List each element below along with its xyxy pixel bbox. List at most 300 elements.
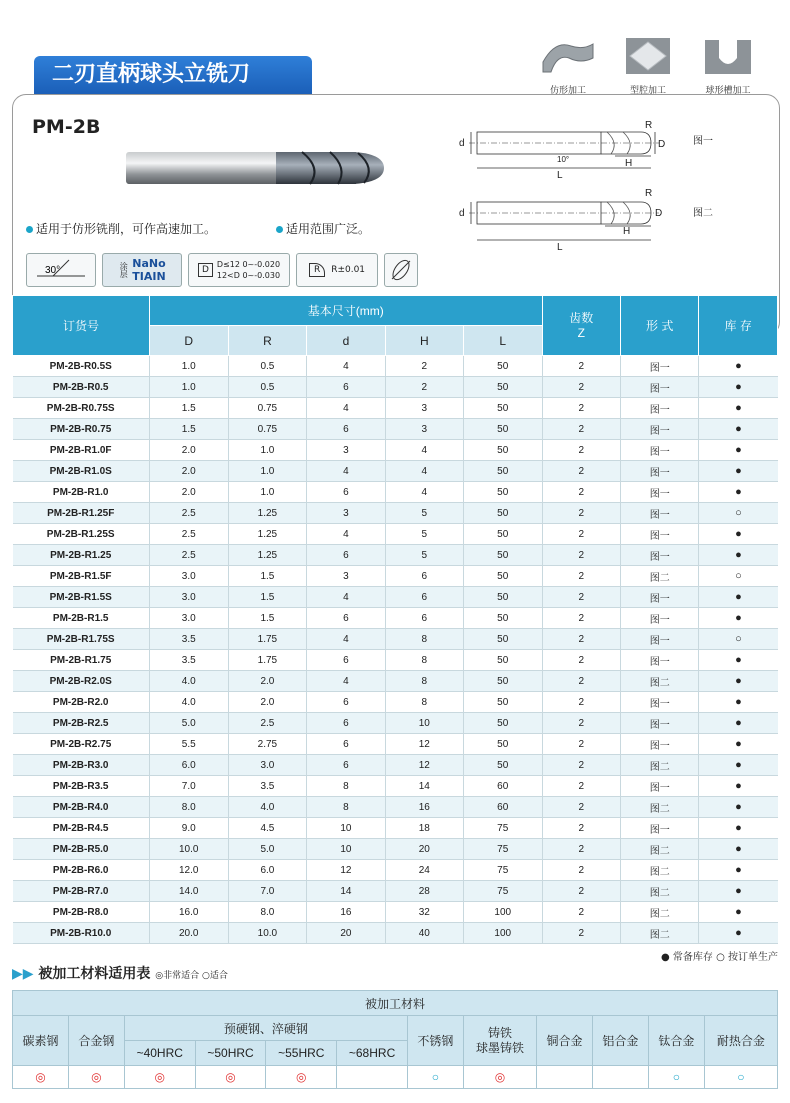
cell-order-no: PM-2B-R1.75 <box>13 650 150 671</box>
cell-R: 1.0 <box>228 482 307 503</box>
page-title: 二刃直柄球头立铣刀 <box>34 56 312 94</box>
bullet-icon <box>276 226 283 233</box>
cell-d: 4 <box>307 587 385 608</box>
cell-L: 75 <box>463 818 542 839</box>
cell-teeth: 2 <box>542 566 620 587</box>
cell-teeth: 2 <box>542 692 620 713</box>
col-teeth <box>542 296 620 356</box>
cell-stock: ● <box>699 881 778 902</box>
cell-D: 2.0 <box>149 440 228 461</box>
cell-L: 50 <box>463 419 542 440</box>
cell-order-no: PM-2B-R0.5 <box>13 377 150 398</box>
cell-D: 9.0 <box>149 818 228 839</box>
cell-order-no: PM-2B-R3.5 <box>13 776 150 797</box>
cell-form: 图二 <box>620 881 698 902</box>
spec-table <box>12 295 778 944</box>
col-H: H <box>385 326 463 356</box>
cell-form: 图二 <box>620 566 698 587</box>
cell-R: 1.5 <box>228 587 307 608</box>
cell-H: 6 <box>385 587 463 608</box>
cell-H: 5 <box>385 524 463 545</box>
cell-form: 图一 <box>620 482 698 503</box>
table-row <box>13 482 778 503</box>
cell-teeth: 2 <box>542 881 620 902</box>
ball-nose-icon <box>388 257 414 283</box>
dim-h-1: H <box>625 158 633 169</box>
cell-L: 75 <box>463 839 542 860</box>
copy-milling-item <box>536 36 600 96</box>
dim-D-1: D <box>658 139 666 150</box>
cell-d: 8 <box>307 776 385 797</box>
material-suitability: ◎ <box>195 1066 266 1089</box>
fig1-label: 图一 <box>693 136 713 147</box>
cell-form: 图一 <box>620 377 698 398</box>
cell-D: 2.5 <box>149 503 228 524</box>
table-row <box>13 566 778 587</box>
cell-d: 4 <box>307 671 385 692</box>
cell-R: 0.5 <box>228 356 307 377</box>
tol-line-1: D≤12 0~-0.020 <box>216 260 281 269</box>
cell-teeth: 2 <box>542 419 620 440</box>
materials-values-row <box>13 1066 778 1089</box>
cell-stock: ● <box>699 356 778 377</box>
cell-teeth: 2 <box>542 860 620 881</box>
cell-stock: ○ <box>699 566 778 587</box>
material-suitability <box>592 1066 648 1089</box>
cell-L: 50 <box>463 671 542 692</box>
cell-R: 1.5 <box>228 608 307 629</box>
mat-col-stainless: 不锈钢 <box>407 1016 463 1066</box>
feature-2 <box>276 220 370 237</box>
cell-d: 4 <box>307 356 385 377</box>
cell-order-no: PM-2B-R0.75 <box>13 419 150 440</box>
cell-form: 图一 <box>620 524 698 545</box>
cell-L: 100 <box>463 923 542 944</box>
material-suitability: ◎ <box>124 1066 195 1089</box>
table-row <box>13 839 778 860</box>
cell-stock: ● <box>699 377 778 398</box>
cell-R: 0.5 <box>228 377 307 398</box>
radius-tolerance-badge <box>296 253 378 287</box>
cell-teeth: 2 <box>542 797 620 818</box>
cell-form: 图二 <box>620 755 698 776</box>
cell-H: 5 <box>385 545 463 566</box>
stock-legend: ● 常备库存 ○ 按订单生产 <box>661 952 778 963</box>
cell-d: 8 <box>307 797 385 818</box>
cell-stock: ● <box>699 671 778 692</box>
cell-R: 1.75 <box>228 650 307 671</box>
cell-form: 图一 <box>620 440 698 461</box>
cell-L: 50 <box>463 608 542 629</box>
cell-teeth: 2 <box>542 629 620 650</box>
cell-D: 3.5 <box>149 650 228 671</box>
cell-D: 10.0 <box>149 839 228 860</box>
table-row <box>13 692 778 713</box>
cell-stock: ● <box>699 923 778 944</box>
table-row <box>13 734 778 755</box>
cell-L: 50 <box>463 587 542 608</box>
cell-D: 2.5 <box>149 524 228 545</box>
mat-col-carbon-steel: 碳素钢 <box>13 1016 69 1066</box>
cell-order-no: PM-2B-R1.25 <box>13 545 150 566</box>
cell-D: 8.0 <box>149 797 228 818</box>
cell-H: 32 <box>385 902 463 923</box>
col-R: R <box>228 326 307 356</box>
cell-D: 14.0 <box>149 881 228 902</box>
tolerance-badge <box>188 253 290 287</box>
cell-d: 6 <box>307 734 385 755</box>
cell-stock: ● <box>699 398 778 419</box>
cell-L: 50 <box>463 629 542 650</box>
cell-R: 2.0 <box>228 671 307 692</box>
cell-order-no: PM-2B-R0.75S <box>13 398 150 419</box>
cell-d: 10 <box>307 839 385 860</box>
table-row <box>13 461 778 482</box>
cell-order-no: PM-2B-R0.5S <box>13 356 150 377</box>
table-row <box>13 587 778 608</box>
cell-H: 14 <box>385 776 463 797</box>
cell-teeth: 2 <box>542 377 620 398</box>
dim-l-2: L <box>557 242 563 253</box>
ball-slot-item <box>696 36 760 96</box>
cell-R: 3.0 <box>228 755 307 776</box>
cell-order-no: PM-2B-R10.0 <box>13 923 150 944</box>
cavity-milling-label: 型腔加工 <box>629 86 666 96</box>
ball-slot-icon <box>703 36 753 76</box>
cell-d: 16 <box>307 902 385 923</box>
cell-L: 50 <box>463 545 542 566</box>
cell-d: 6 <box>307 482 385 503</box>
cell-form: 图一 <box>620 692 698 713</box>
cell-stock: ● <box>699 818 778 839</box>
cell-L: 50 <box>463 524 542 545</box>
cell-teeth: 2 <box>542 461 620 482</box>
cell-L: 60 <box>463 776 542 797</box>
cell-d: 6 <box>307 713 385 734</box>
cell-D: 7.0 <box>149 776 228 797</box>
cell-stock: ● <box>699 755 778 776</box>
cell-stock: ● <box>699 692 778 713</box>
cell-teeth: 2 <box>542 713 620 734</box>
cell-form: 图一 <box>620 587 698 608</box>
mat-col-titanium: 钛合金 <box>648 1016 704 1066</box>
cell-R: 7.0 <box>228 881 307 902</box>
cell-teeth: 2 <box>542 608 620 629</box>
cell-d: 3 <box>307 566 385 587</box>
cell-order-no: PM-2B-R2.0 <box>13 692 150 713</box>
table-row <box>13 713 778 734</box>
copy-milling-label: 仿形加工 <box>549 86 586 96</box>
cell-form: 图一 <box>620 734 698 755</box>
cell-L: 50 <box>463 461 542 482</box>
cell-teeth: 2 <box>542 755 620 776</box>
material-suitability: ○ <box>648 1066 704 1089</box>
cell-H: 18 <box>385 818 463 839</box>
dim-h-2: H <box>623 226 631 237</box>
materials-table <box>12 990 778 1089</box>
cell-H: 8 <box>385 692 463 713</box>
cell-order-no: PM-2B-R3.0 <box>13 755 150 776</box>
table-row <box>13 398 778 419</box>
cell-H: 8 <box>385 650 463 671</box>
cell-H: 4 <box>385 461 463 482</box>
material-suitability: ○ <box>704 1066 777 1089</box>
cell-d: 12 <box>307 860 385 881</box>
cell-H: 12 <box>385 734 463 755</box>
cell-L: 50 <box>463 650 542 671</box>
materials-header: 被加工材料 <box>13 991 778 1016</box>
cell-R: 1.5 <box>228 566 307 587</box>
cell-R: 0.75 <box>228 398 307 419</box>
cell-R: 4.5 <box>228 818 307 839</box>
cell-form: 图二 <box>620 923 698 944</box>
cell-stock: ● <box>699 524 778 545</box>
col-teeth-label: 齿数 <box>569 310 594 325</box>
material-suitability: ◎ <box>68 1066 124 1089</box>
cell-stock: ● <box>699 482 778 503</box>
cell-stock: ● <box>699 776 778 797</box>
cell-order-no: PM-2B-R1.5S <box>13 587 150 608</box>
table-row <box>13 755 778 776</box>
cell-stock: ● <box>699 860 778 881</box>
cell-form: 图一 <box>620 545 698 566</box>
spec-table-body <box>13 356 778 944</box>
cell-L: 50 <box>463 566 542 587</box>
col-L: L <box>463 326 542 356</box>
cell-L: 100 <box>463 902 542 923</box>
cell-d: 20 <box>307 923 385 944</box>
cell-L: 50 <box>463 377 542 398</box>
cell-d: 4 <box>307 524 385 545</box>
cell-H: 6 <box>385 608 463 629</box>
cell-order-no: PM-2B-R6.0 <box>13 860 150 881</box>
fig2-label: 图二 <box>693 208 713 219</box>
ball-slot-label: 球形槽加工 <box>705 86 751 96</box>
table-row <box>13 776 778 797</box>
cell-form: 图二 <box>620 860 698 881</box>
col-D: D <box>149 326 228 356</box>
material-suitability <box>537 1066 593 1089</box>
helix-badge <box>26 253 96 287</box>
cell-order-no: PM-2B-R2.75 <box>13 734 150 755</box>
radius-tol-text: R±0.01 <box>331 265 366 275</box>
mat-col-hrc40: ~40HRC <box>124 1041 195 1066</box>
table-row <box>13 419 778 440</box>
cell-d: 6 <box>307 608 385 629</box>
mat-col-alloy-steel: 合金钢 <box>68 1016 124 1066</box>
cell-d: 10 <box>307 818 385 839</box>
cavity-milling-item <box>616 36 680 96</box>
cell-form: 图二 <box>620 839 698 860</box>
cell-form: 图一 <box>620 461 698 482</box>
cell-teeth: 2 <box>542 776 620 797</box>
cell-R: 4.0 <box>228 797 307 818</box>
table-row <box>13 902 778 923</box>
mat-col-copper: 铜合金 <box>537 1016 593 1066</box>
cell-order-no: PM-2B-R4.0 <box>13 797 150 818</box>
cell-order-no: PM-2B-R5.0 <box>13 839 150 860</box>
dim-r-2: R <box>645 188 653 199</box>
cell-form: 图一 <box>620 608 698 629</box>
cell-R: 8.0 <box>228 902 307 923</box>
cell-L: 50 <box>463 482 542 503</box>
cell-H: 40 <box>385 923 463 944</box>
cell-d: 4 <box>307 398 385 419</box>
mat-col-hrc50: ~50HRC <box>195 1041 266 1066</box>
cell-form: 图二 <box>620 797 698 818</box>
cell-R: 3.5 <box>228 776 307 797</box>
cell-order-no: PM-2B-R8.0 <box>13 902 150 923</box>
cell-D: 1.0 <box>149 356 228 377</box>
cell-stock: ● <box>699 461 778 482</box>
cell-teeth: 2 <box>542 923 620 944</box>
application-icons <box>536 36 760 96</box>
model-code: PM-2B <box>32 116 101 138</box>
cell-D: 4.0 <box>149 692 228 713</box>
cell-stock: ● <box>699 902 778 923</box>
cell-form: 图一 <box>620 419 698 440</box>
cell-H: 24 <box>385 860 463 881</box>
table-row <box>13 671 778 692</box>
coating-badge <box>102 253 182 287</box>
cell-H: 8 <box>385 671 463 692</box>
dim-D-2: D <box>655 208 663 219</box>
cell-d: 6 <box>307 545 385 566</box>
cell-stock: ● <box>699 608 778 629</box>
cell-D: 2.5 <box>149 545 228 566</box>
cell-stock: ● <box>699 440 778 461</box>
cell-H: 4 <box>385 440 463 461</box>
cell-order-no: PM-2B-R4.5 <box>13 818 150 839</box>
cell-stock: ○ <box>699 503 778 524</box>
cell-D: 5.0 <box>149 713 228 734</box>
cell-L: 60 <box>463 797 542 818</box>
cell-L: 75 <box>463 881 542 902</box>
cell-H: 2 <box>385 356 463 377</box>
cell-D: 16.0 <box>149 902 228 923</box>
cell-H: 16 <box>385 797 463 818</box>
cell-D: 20.0 <box>149 923 228 944</box>
col-teeth-z: Z <box>577 325 585 340</box>
cell-form: 图一 <box>620 713 698 734</box>
cell-teeth: 2 <box>542 398 620 419</box>
cell-teeth: 2 <box>542 503 620 524</box>
table-row <box>13 650 778 671</box>
cell-D: 3.0 <box>149 566 228 587</box>
cell-D: 2.0 <box>149 461 228 482</box>
cell-form: 图一 <box>620 503 698 524</box>
cell-stock: ● <box>699 650 778 671</box>
coating-name-2: TIAIN <box>132 270 166 283</box>
table-row <box>13 629 778 650</box>
cell-L: 50 <box>463 398 542 419</box>
dim-d-1: d <box>459 138 465 149</box>
cell-L: 50 <box>463 440 542 461</box>
tol-line-2: 12<D 0~-0.030 <box>216 271 281 280</box>
table-row <box>13 818 778 839</box>
cell-R: 1.0 <box>228 440 307 461</box>
mat-col-heat-resistant: 耐热合金 <box>704 1016 777 1066</box>
cavity-milling-icon <box>623 36 673 76</box>
table-row <box>13 524 778 545</box>
cell-teeth: 2 <box>542 440 620 461</box>
table-row <box>13 608 778 629</box>
cell-form: 图一 <box>620 650 698 671</box>
cell-D: 3.0 <box>149 587 228 608</box>
table-row <box>13 503 778 524</box>
cell-order-no: PM-2B-R1.5 <box>13 608 150 629</box>
col-d: d <box>307 326 385 356</box>
dim-d-2: d <box>459 208 465 219</box>
cell-stock: ● <box>699 545 778 566</box>
helix-angle-icon <box>33 256 89 284</box>
table-row <box>13 377 778 398</box>
cell-form: 图一 <box>620 818 698 839</box>
material-suitability: ◎ <box>13 1066 69 1089</box>
cell-H: 3 <box>385 398 463 419</box>
cell-L: 50 <box>463 734 542 755</box>
coating-name-1: NaNo <box>132 257 166 270</box>
cell-teeth: 2 <box>542 482 620 503</box>
coating-side-label: 涂层 <box>119 262 129 278</box>
cell-stock: ● <box>699 419 778 440</box>
cell-D: 4.0 <box>149 671 228 692</box>
table-row <box>13 797 778 818</box>
col-stock: 库 存 <box>699 296 778 356</box>
cell-order-no: PM-2B-R2.5 <box>13 713 150 734</box>
col-order-no: 订货号 <box>13 296 150 356</box>
feature-1 <box>26 220 216 237</box>
arrow-icon: ▶▶ <box>12 966 34 982</box>
mat-col-aluminum: 铝合金 <box>592 1016 648 1066</box>
cell-order-no: PM-2B-R1.5F <box>13 566 150 587</box>
cell-H: 28 <box>385 881 463 902</box>
cell-teeth: 2 <box>542 545 620 566</box>
cell-order-no: PM-2B-R1.25S <box>13 524 150 545</box>
feature-1-text: 适用于仿形铣削，可作高速加工。 <box>36 222 217 236</box>
material-suitability <box>337 1066 408 1089</box>
cell-H: 12 <box>385 755 463 776</box>
cell-d: 6 <box>307 755 385 776</box>
cell-H: 10 <box>385 713 463 734</box>
cell-L: 50 <box>463 503 542 524</box>
cell-H: 20 <box>385 839 463 860</box>
cell-d: 6 <box>307 650 385 671</box>
mat-col-hardened-steel: 预硬钢、淬硬钢 <box>124 1016 407 1041</box>
table-row <box>13 923 778 944</box>
cell-order-no: PM-2B-R1.75S <box>13 629 150 650</box>
cell-order-no: PM-2B-R2.0S <box>13 671 150 692</box>
cell-teeth: 2 <box>542 818 620 839</box>
cell-R: 2.0 <box>228 692 307 713</box>
col-form: 形 式 <box>620 296 698 356</box>
cell-H: 8 <box>385 629 463 650</box>
cell-form: 图一 <box>620 776 698 797</box>
cell-teeth: 2 <box>542 524 620 545</box>
cell-R: 2.75 <box>228 734 307 755</box>
helix-angle-text: 30° <box>45 265 61 276</box>
cell-stock: ● <box>699 587 778 608</box>
cell-form: 图二 <box>620 671 698 692</box>
materials-note: ◎非常适合 ○适合 <box>155 971 228 981</box>
cell-R: 1.25 <box>228 503 307 524</box>
mat-col-cast-iron: 铸铁 球墨铸铁 <box>463 1016 536 1066</box>
cell-stock: ● <box>699 734 778 755</box>
cell-H: 4 <box>385 482 463 503</box>
materials-section-title <box>12 963 228 983</box>
mat-col-hrc55: ~55HRC <box>266 1041 337 1066</box>
cell-R: 2.5 <box>228 713 307 734</box>
